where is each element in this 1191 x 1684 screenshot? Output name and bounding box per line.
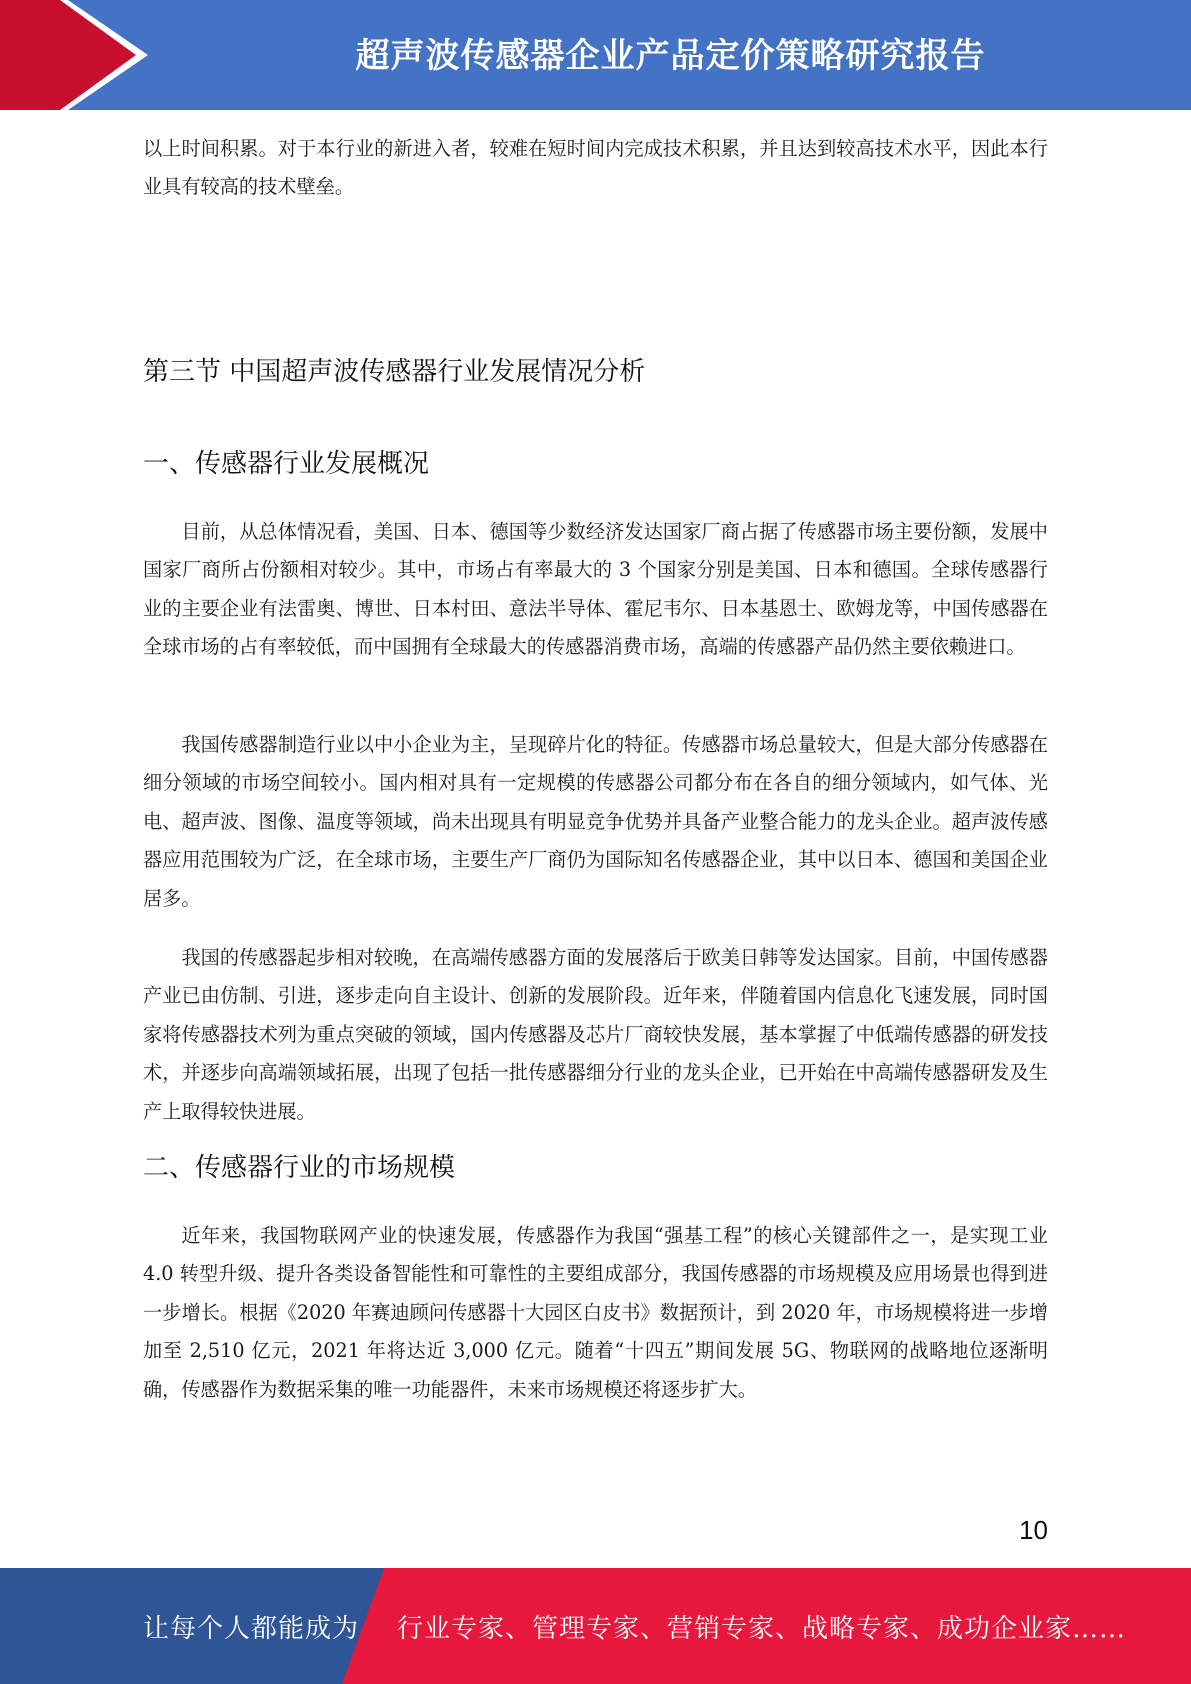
paragraph-3: 我国的传感器起步相对较晚，在高端传感器方面的发展落后于欧美日韩等发达国家。目前，中国传感器产业已由仿制、引进，逐步走向自主设计、创新的发展阶段。近年来，伴随着国内信息化飞速发展，同时国家将传感器技术列为重点突破的领域，国内传感器及芯片厂商较快发展，基本掌握了中低端传感器的研发技术，并逐步向高端领域拓展，出现了包括一批传感器细分行业的龙头企业，已开始在中高端传感器研发及生产上取得较快进展。 [143, 946, 1048, 1123]
subsection-title-1: 一、传感器行业发展概况 [143, 449, 430, 479]
subsection-title-2: 二、传感器行业的市场规模 [143, 1153, 456, 1183]
paragraph-2: 我国传感器制造行业以中小企业为主，呈现碎片化的特征。传感器市场总量较大，但是大部分传感器在细分领域的市场空间较小。国内相对具有一定规模的传感器公司都分布在各自的细分领域内，如气体、光电、超声波、图像、温度等领域，尚未出现具有明显竞争优势并具备产业整合能力的龙头企业。超声波传感器应用范围较为广泛，在全球市场，主要生产厂商仍为国际知名传感器企业，其中以日本、德国和美国企业居多。 [143, 733, 1048, 910]
paragraph-1: 目前，从总体情况看，美国、日本、德国等少数经济发达国家厂商占据了传感器市场主要份额，发展中国家厂商所占份额相对较少。其中，市场占有率最大的 3 个国家分别是美国、日本和德国。全球传感器行业的主要企业有法雷奥、博世、日本村田、意法半导体、霍尼韦尔、日本基恩士、欧姆龙等，中国传感器在全球市场的占有率较低，而中国拥有全球最大的传感器消费市场，高端的传感器产品仍然主要依赖进口。 [143, 520, 1048, 659]
section-title: 第三节 中国超声波传感器行业发展情况分析 [143, 357, 646, 387]
page-header [0, 0, 1191, 110]
page-number: 10 [1019, 1515, 1048, 1545]
footer-slogan-left: 让每个人都能成为 [143, 1613, 360, 1644]
report-title: 超声波传感器企业产品定价策略研究报告 [355, 35, 986, 76]
page-footer [0, 1568, 1191, 1684]
intro-paragraph: 以上时间积累。对于本行业的新进入者，较难在短时间内完成技术积累，并且达到较高技术水平，因此本行业具有较高的技术壁垒。 [143, 137, 1048, 199]
footer-slogan-right: 行业专家、管理专家、营销专家、战略专家、成功企业家…… [397, 1613, 1127, 1644]
paragraph-4: 近年来，我国物联网产业的快速发展，传感器作为我国“强基工程”的核心关键部件之一，是实现工业 4.0 转型升级、提升各类设备智能性和可靠性的主要组成部分，我国传感器的市场规模及应用场景也得到进一步增长。根据《2020 年赛迪顾问传感器十大园区白皮书》数据预计，到 2020 年，市场规模将进一步增加至 2,510 亿元，2021 年将达近 3,000 亿元。随着“十四五”期间发展 5G、物联网的战略地位逐渐明确，传感器作为数据采集的唯一功能器件，未来市场规模还将逐步扩大。 [143, 1224, 1048, 1401]
